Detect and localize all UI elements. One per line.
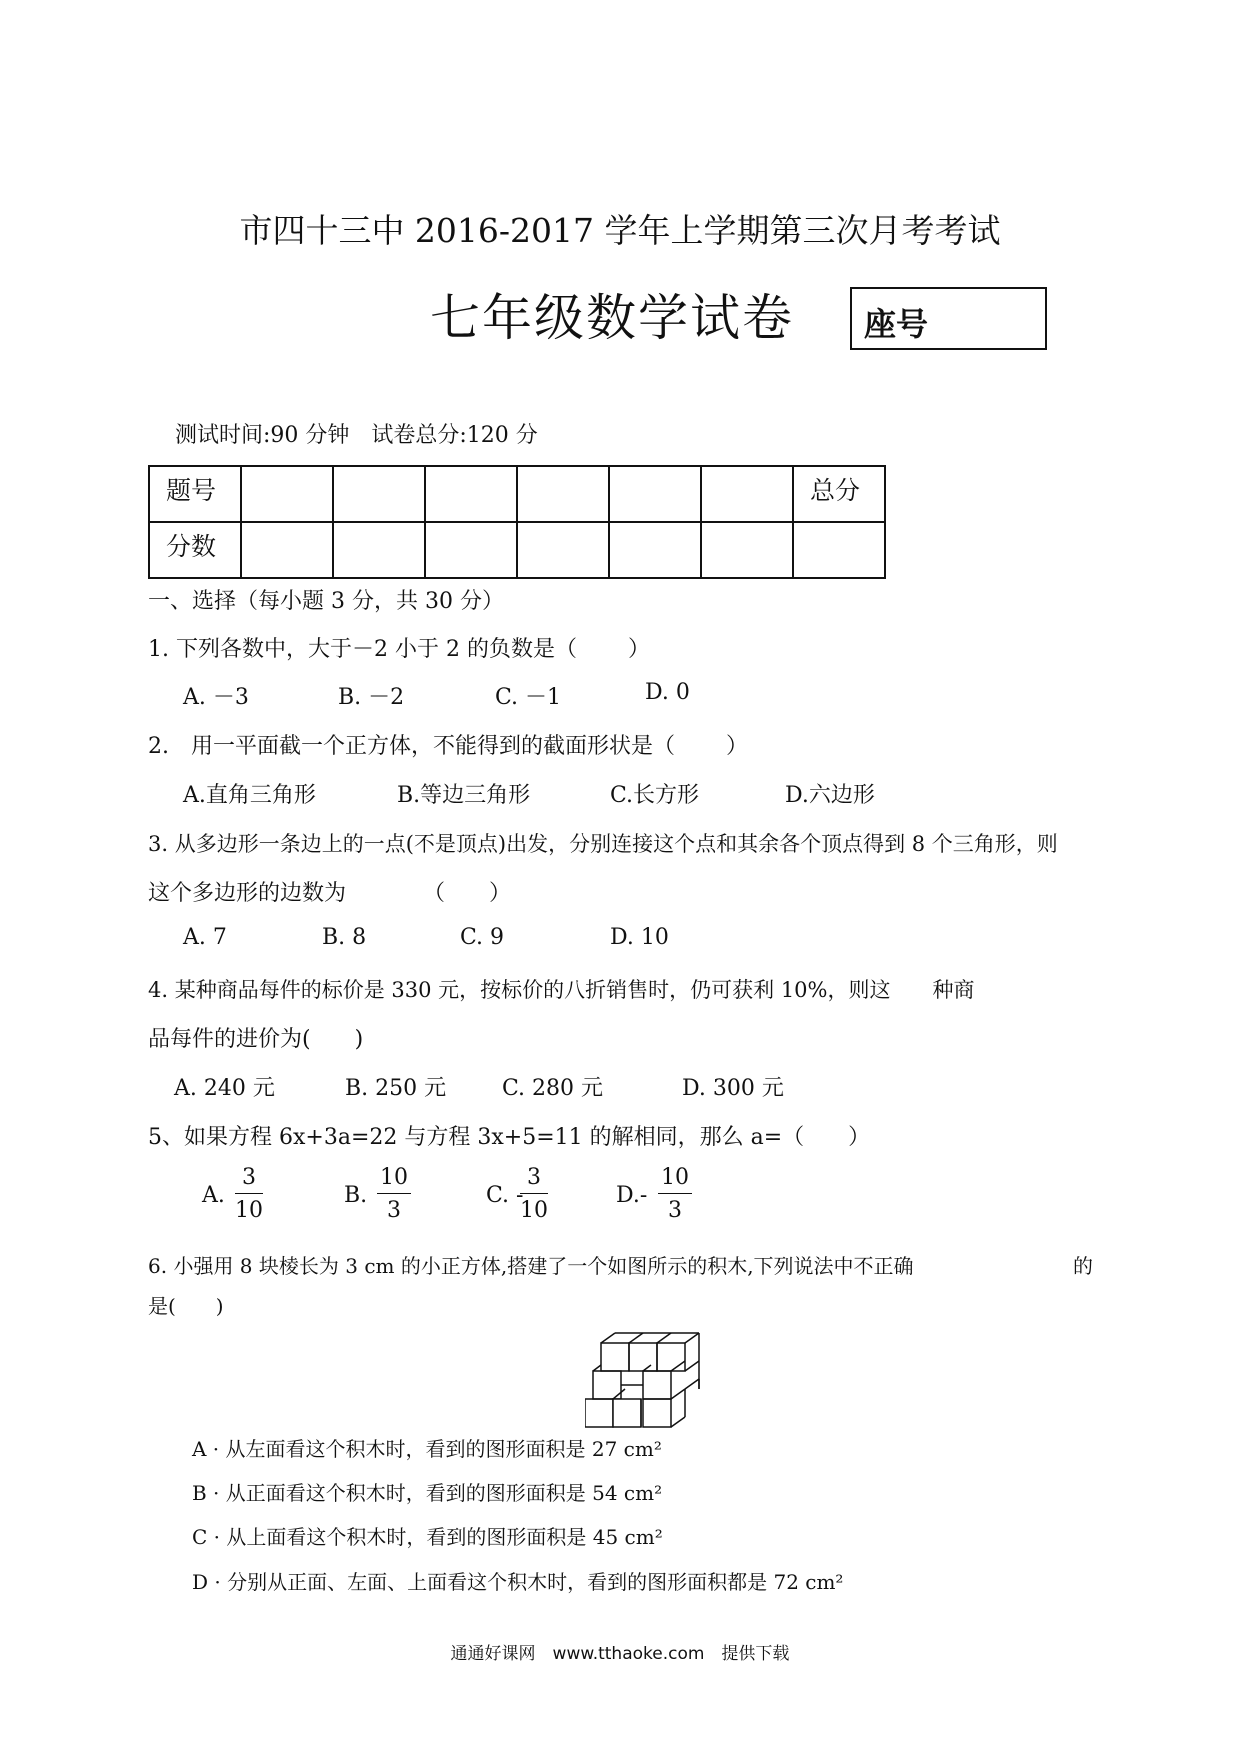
table-cell <box>333 466 425 522</box>
q2-option-b[interactable]: B.等边三角形 <box>397 783 531 808</box>
q2-option-c[interactable]: C.长方形 <box>610 783 700 808</box>
q6-option-d[interactable]: D · 分别从正面、左面、上面看这个积木时，看到的图形面积都是 72 cm² <box>192 1570 844 1594</box>
score-cell[interactable] <box>701 522 793 578</box>
q5-option-b-fraction <box>377 1167 411 1222</box>
score-cell[interactable] <box>425 522 517 578</box>
table-row <box>149 522 885 578</box>
q5-option-c-fraction <box>520 1167 548 1222</box>
fraction-numerator: 3 <box>235 1167 263 1194</box>
q5-option-b-label[interactable]: B. <box>344 1183 368 1208</box>
q3-option-d[interactable]: D. 10 <box>610 925 669 950</box>
q4-option-d[interactable]: D. 300 元 <box>682 1076 784 1101</box>
q6-option-c[interactable]: C · 从上面看这个积木时，看到的图形面积是 45 cm² <box>192 1525 663 1549</box>
fraction-denominator: 10 <box>235 1198 263 1223</box>
question-6-stem-line2: 是( ) <box>148 1294 224 1318</box>
q2-option-d[interactable]: D.六边形 <box>785 783 875 808</box>
question-1-stem: 1. 下列各数中，大于－2 小于 2 的负数是（ ） <box>148 637 650 662</box>
fraction-denominator: 3 <box>668 1198 682 1223</box>
q4-option-c[interactable]: C. 280 元 <box>502 1076 604 1101</box>
exam-info: 测试时间:90 分钟 试卷总分:120 分 <box>175 423 538 448</box>
score-cell[interactable] <box>241 522 333 578</box>
q3-option-b[interactable]: B. 8 <box>322 925 367 950</box>
fraction-numerator: 10 <box>377 1167 411 1194</box>
q1-option-d[interactable]: D. 0 <box>645 680 690 705</box>
question-6-stem-line1: 6. 小强用 8 块棱长为 3 cm 的小正方体,搭建了一个如图所示的积木,下列说法中不正确 <box>148 1254 914 1278</box>
q5-option-a-fraction <box>235 1167 263 1222</box>
q5-option-d-fraction <box>658 1167 692 1222</box>
table-cell <box>609 466 701 522</box>
cube-stack-figure <box>585 1331 710 1433</box>
paper-title: 七年级数学试卷 <box>430 289 794 347</box>
score-header: 分数 <box>149 522 241 578</box>
q2-option-a[interactable]: A.直角三角形 <box>183 783 316 808</box>
question-3-stem-line2: 这个多边形的边数为 （ ） <box>148 881 512 906</box>
q1-option-c[interactable]: C. －1 <box>495 685 562 710</box>
score-cell[interactable] <box>517 522 609 578</box>
question-4-stem-line2: 品每件的进价为( ) <box>148 1027 364 1052</box>
table-row <box>149 466 885 522</box>
table-cell <box>701 466 793 522</box>
question-3-stem-line1: 3. 从多边形一条边上的一点(不是顶点)出发，分别连接这个点和其余各个顶点得到 8 个三角形，则 <box>148 832 1058 856</box>
table-cell <box>425 466 517 522</box>
score-cell[interactable] <box>609 522 701 578</box>
table-cell <box>241 466 333 522</box>
q6-option-b[interactable]: B · 从正面看这个积木时，看到的图形面积是 54 cm² <box>192 1481 663 1505</box>
question-5-stem: 5、如果方程 6x+3a=22 与方程 3x+5=11 的解相同，那么 a=（ ） <box>148 1125 871 1150</box>
table-cell <box>517 466 609 522</box>
q3-option-c[interactable]: C. 9 <box>460 925 505 950</box>
q1-option-b[interactable]: B. －2 <box>338 685 405 710</box>
question-number-header: 题号 <box>149 466 241 522</box>
q4-option-b[interactable]: B. 250 元 <box>345 1076 447 1101</box>
q1-option-a[interactable]: A. －3 <box>183 685 249 710</box>
seat-number-box[interactable] <box>850 287 1047 350</box>
section-heading: 一、选择（每小题 3 分，共 30 分） <box>148 589 504 614</box>
q5-option-d-label[interactable]: D.- <box>616 1183 648 1208</box>
total-score-cell[interactable] <box>793 522 885 578</box>
total-header: 总分 <box>793 466 885 522</box>
q5-option-c-label[interactable]: C. - <box>486 1183 524 1208</box>
fraction-numerator: 10 <box>658 1167 692 1194</box>
question-4-stem-line1: 4. 某种商品每件的标价是 330 元，按标价的八折销售时，仍可获利 10%，则这 种商 <box>148 978 975 1002</box>
fraction-denominator: 10 <box>520 1198 548 1223</box>
fraction-numerator: 3 <box>520 1167 548 1194</box>
score-cell[interactable] <box>333 522 425 578</box>
school-exam-line: 市四十三中 2016-2017 学年上学期第三次月考考试 <box>239 211 1001 250</box>
fraction-denominator: 3 <box>387 1198 401 1223</box>
q5-option-a-label[interactable]: A. <box>202 1183 225 1208</box>
footer-credit: 通通好课网 www.tthaoke.com 提供下载 <box>450 1644 790 1664</box>
q3-option-a[interactable]: A. 7 <box>183 925 227 950</box>
question-2-stem: 2. 用一平面截一个正方体，不能得到的截面形状是（ ） <box>148 734 748 759</box>
q4-option-a[interactable]: A. 240 元 <box>174 1076 275 1101</box>
score-table <box>148 465 886 579</box>
seat-number-label: 座号 <box>864 305 929 343</box>
q6-option-a[interactable]: A · 从左面看这个积木时，看到的图形面积是 27 cm² <box>192 1437 662 1461</box>
question-6-stem-line1-end: 的 <box>1073 1254 1093 1278</box>
